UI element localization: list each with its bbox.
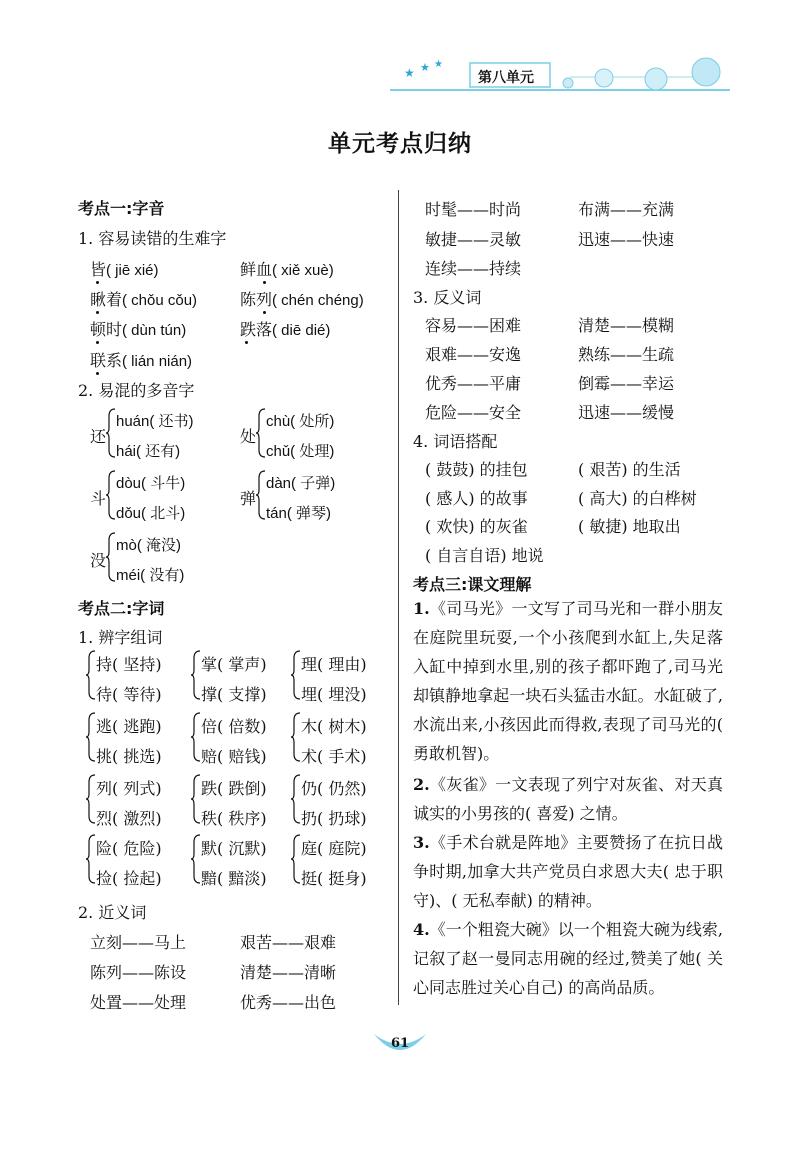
char-word: 烈( 激烈) — [96, 809, 162, 828]
header-decoration — [390, 55, 730, 100]
poly-reading: tán( 弹琴) — [266, 505, 332, 522]
char-word: 默( 沉默) — [201, 839, 267, 858]
char-word: 挑( 挑选) — [96, 747, 162, 766]
section-1-sub2: 2. 易混的多音字 — [78, 381, 195, 400]
synonym-pair: 处置——处理 — [90, 993, 187, 1012]
poly-reading: chù( 处所) — [266, 413, 335, 430]
section-2-sub4: 4. 词语搭配 — [413, 432, 498, 451]
char-word: 掌( 掌声) — [201, 655, 267, 674]
section-3-title: 考点三:课文理解 — [413, 575, 532, 594]
char-word: 秩( 秩序) — [201, 809, 267, 828]
antonym-pair: 优秀——平庸 — [425, 374, 522, 393]
poly-char: 处 — [240, 427, 257, 446]
collocation: ( 自言自语) 地说 — [425, 546, 544, 565]
comprehension-item: 1.《司马光》一文写了司马光和一群小朋友在庭院里玩耍,一个小孩爬到水缸上,失足落入缸中掉到水里,别的孩子都吓跑了,司马光却镇静地拿起一块石头猛击水缸。水缸破了,水流出来,小孩因此而得救,表现了司马光的( 勇敢机智)。 — [413, 599, 723, 763]
char-word: 埋( 埋没) — [301, 685, 367, 704]
section-1-title: 考点一:字音 — [78, 199, 165, 218]
section-1-sub1: 1. 容易读错的生难字 — [78, 229, 227, 248]
char-word: 列( 列式) — [96, 779, 162, 798]
page-number: 61 — [390, 1036, 410, 1051]
synonym-pair: 布满——充满 — [578, 200, 675, 219]
page-title: 单元考点归纳 — [328, 130, 472, 157]
brace-icon — [86, 774, 96, 824]
pron-item: 跌落( diē dié) — [240, 320, 331, 339]
char-word: 跌( 跌倒) — [201, 779, 267, 798]
poly-char: 没 — [90, 551, 107, 570]
char-word: 待( 等待) — [96, 685, 162, 704]
char-word: 倍( 倍数) — [201, 717, 267, 736]
poly-char: 斗 — [90, 489, 107, 508]
antonym-pair: 清楚——模糊 — [578, 316, 675, 335]
antonym-pair: 迅速——缓慢 — [578, 403, 675, 422]
synonym-pair: 迅速——快速 — [578, 230, 675, 249]
char-word: 扔( 扔球) — [301, 809, 367, 828]
section-2-sub2: 2. 近义词 — [78, 903, 147, 922]
comprehension-item: 3.《手术台就是阵地》主要赞扬了在抗日战争时期,加拿大共产党员白求恩大夫( 忠于职守)、( 无私奉献) 的精神。 — [413, 833, 723, 910]
synonym-pair: 清楚——清晰 — [240, 963, 337, 982]
char-word: 黯( 黯淡) — [201, 869, 267, 888]
char-word: 持( 坚持) — [96, 655, 162, 674]
char-word: 术( 手术) — [301, 747, 367, 766]
char-word: 逃( 逃跑) — [96, 717, 162, 736]
column-divider — [398, 190, 399, 1005]
char-word: 险( 危险) — [96, 839, 162, 858]
emphasis-dot — [96, 311, 99, 314]
collocation: ( 艰苦) 的生活 — [578, 460, 681, 479]
brace-icon — [86, 834, 96, 884]
brace-icon — [256, 470, 266, 520]
pron-item: 皆( jiē xié) — [90, 260, 159, 279]
section-2-title: 考点二:字词 — [78, 599, 165, 618]
pron-item: 鲜血( xiě xuè) — [240, 260, 334, 279]
brace-icon — [106, 532, 116, 582]
char-word: 仍( 仍然) — [301, 779, 367, 798]
poly-reading: dǒu( 北斗) — [116, 505, 186, 522]
poly-reading: hái( 还有) — [116, 443, 181, 460]
poly-reading: méi( 没有) — [116, 567, 185, 584]
brace-icon — [291, 712, 301, 762]
svg-text:★: ★ — [420, 61, 430, 74]
synonym-pair: 时髦——时尚 — [425, 200, 522, 219]
collocation: ( 敏捷) 地取出 — [578, 517, 681, 536]
brace-icon — [191, 834, 201, 884]
brace-icon — [106, 470, 116, 520]
pron-item: 顿时( dùn tún) — [90, 320, 187, 339]
brace-icon — [256, 408, 266, 458]
char-word: 赔( 赔钱) — [201, 747, 267, 766]
brace-icon — [191, 774, 201, 824]
antonym-pair: 危险——安全 — [425, 403, 522, 422]
char-word: 木( 树木) — [301, 717, 367, 736]
synonym-pair: 立刻——马上 — [90, 933, 187, 952]
synonym-pair: 优秀——出色 — [240, 993, 337, 1012]
char-word: 捡( 捡起) — [96, 869, 162, 888]
emphasis-dot — [96, 341, 99, 344]
poly-reading: mò( 淹没) — [116, 537, 181, 554]
brace-icon — [191, 712, 201, 762]
synonym-pair: 连续——持续 — [425, 259, 522, 278]
svg-text:★: ★ — [404, 66, 415, 80]
emphasis-dot — [263, 281, 266, 284]
unit-label: 第八单元 — [478, 70, 534, 86]
poly-char: 弹 — [240, 489, 257, 508]
antonym-pair: 倒霉——幸运 — [578, 374, 675, 393]
poly-reading: chǔ( 处理) — [266, 443, 335, 460]
emphasis-dot — [96, 372, 99, 375]
section-2-sub3: 3. 反义词 — [413, 288, 482, 307]
poly-reading: dàn( 子弹) — [266, 475, 336, 492]
emphasis-dot — [96, 281, 99, 284]
char-word: 撑( 支撑) — [201, 685, 267, 704]
synonym-pair: 敏捷——灵敏 — [425, 230, 522, 249]
brace-icon — [106, 408, 116, 458]
emphasis-dot — [245, 341, 248, 344]
brace-icon — [86, 712, 96, 762]
antonym-pair: 容易——困难 — [425, 316, 522, 335]
pron-item: 联系( lián nián) — [90, 351, 193, 370]
svg-text:★: ★ — [434, 59, 443, 70]
collocation: ( 高大) 的白桦树 — [578, 489, 697, 508]
pron-item: 瞅着( chǒu cǒu) — [90, 290, 198, 309]
collocation: ( 感人) 的故事 — [425, 489, 528, 508]
poly-reading: dòu( 斗牛) — [116, 475, 186, 492]
comprehension-item: 4.《一个粗瓷大碗》以一个粗瓷大碗为线索,记叙了赵一曼同志用碗的经过,赞美了她( 关心同志胜过关心自己) 的高尚品质。 — [413, 920, 723, 997]
collocation: ( 鼓鼓) 的挂包 — [425, 460, 528, 479]
brace-icon — [291, 834, 301, 884]
brace-icon — [86, 650, 96, 700]
char-word: 挺( 挺身) — [301, 869, 367, 888]
brace-icon — [191, 650, 201, 700]
poly-char: 还 — [90, 427, 107, 446]
brace-icon — [291, 650, 301, 700]
synonym-pair: 艰苦——艰难 — [240, 933, 337, 952]
char-word: 庭( 庭院) — [301, 839, 367, 858]
poly-reading: huán( 还书) — [116, 413, 194, 430]
char-word: 理( 理由) — [301, 655, 367, 674]
section-2-sub1: 1. 辨字组词 — [78, 628, 163, 647]
collocation: ( 欢快) 的灰雀 — [425, 517, 528, 536]
synonym-pair: 陈列——陈设 — [90, 963, 187, 982]
emphasis-dot — [263, 311, 266, 314]
brace-icon — [291, 774, 301, 824]
pron-item: 陈列( chén chéng) — [240, 290, 364, 309]
comprehension-item: 2.《灰雀》一文表现了列宁对灰雀、对天真诚实的小男孩的( 喜爱) 之情。 — [413, 775, 723, 823]
antonym-pair: 熟练——生疏 — [578, 345, 675, 364]
antonym-pair: 艰难——安逸 — [425, 345, 522, 364]
